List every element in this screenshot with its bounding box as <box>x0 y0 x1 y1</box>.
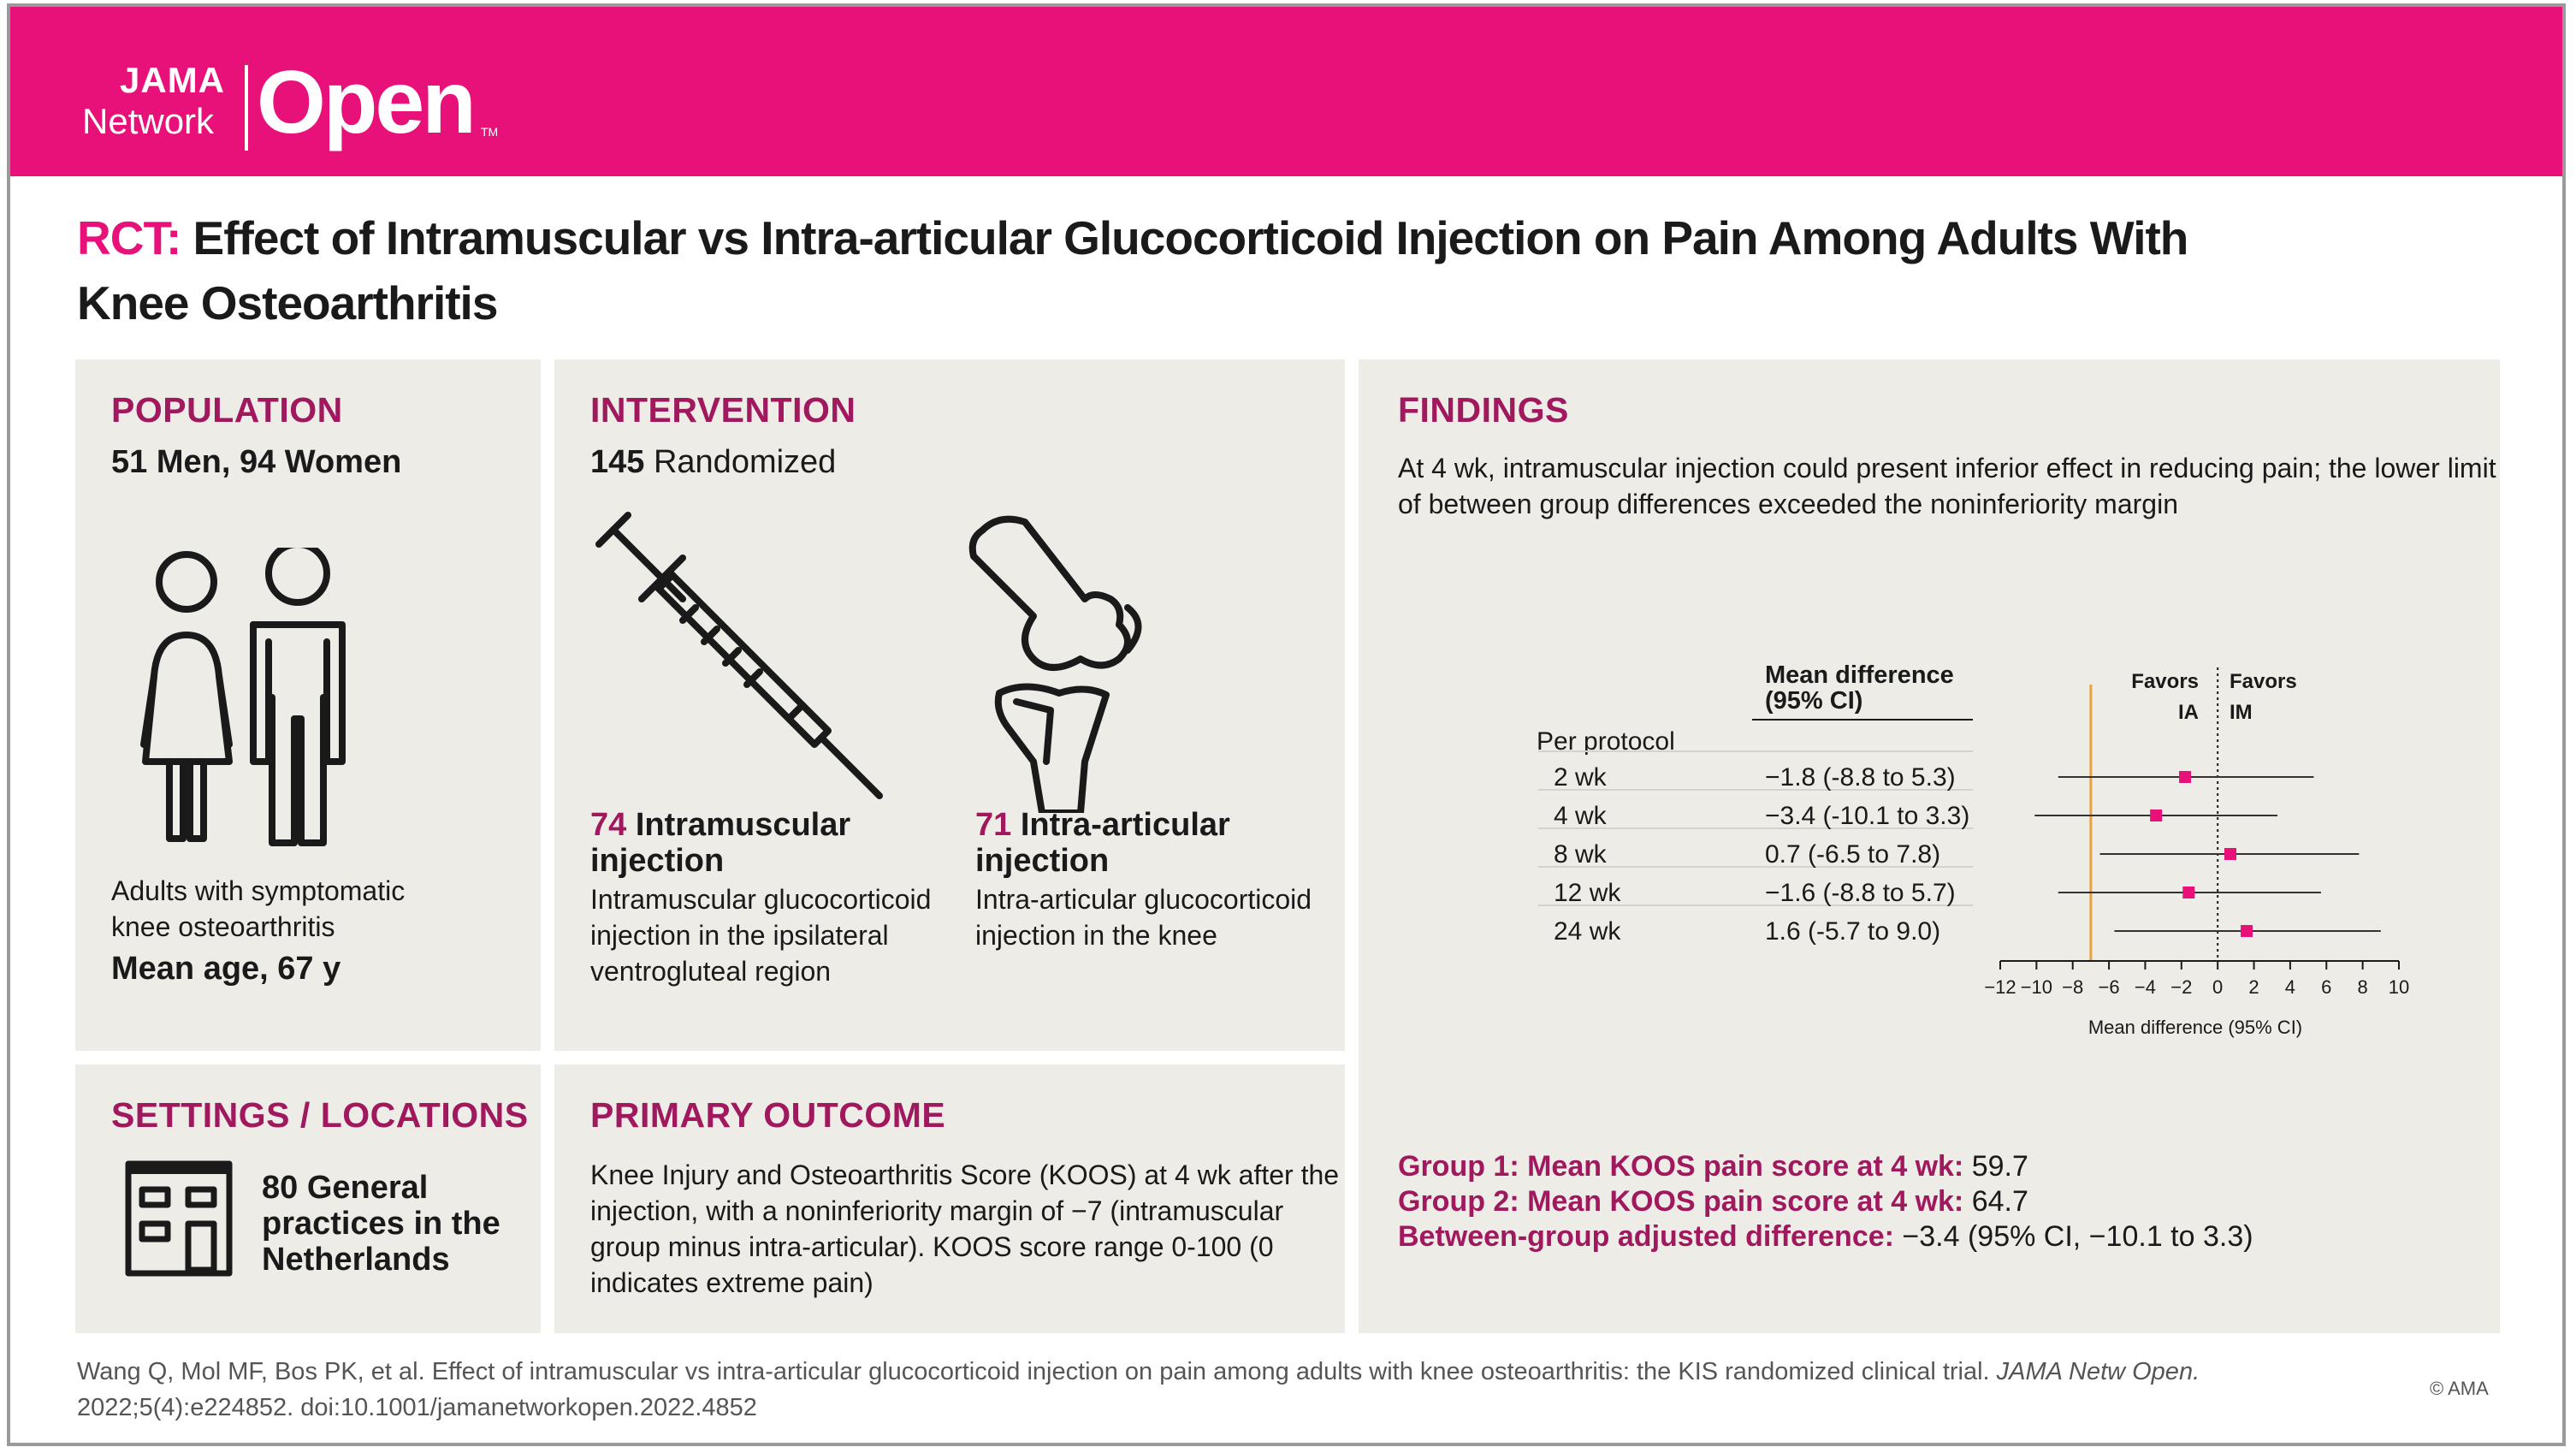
x-tick-label: 2 <box>2248 976 2259 998</box>
randomized-label: Randomized <box>653 444 837 480</box>
row-label: 8 wk <box>1554 840 1607 869</box>
logo-network: Network <box>82 101 215 141</box>
col-header-2: (95% CI) <box>1765 687 1863 715</box>
x-tick-label: 0 <box>2212 976 2224 998</box>
x-tick-label: 10 <box>2388 976 2410 998</box>
syringe-icon <box>589 505 897 813</box>
population-desc-1: Adults with symptomatic <box>111 875 406 906</box>
primary-outcome-line-4: indicates extreme pain) <box>590 1267 873 1298</box>
group1-result-label: Group 1: Mean KOOS pain score at 4 wk: <box>1398 1150 1964 1183</box>
randomized-line <box>590 443 836 481</box>
x-tick-label: −6 <box>2098 976 2120 998</box>
randomized-count: 145 <box>590 444 645 480</box>
favors-right-1: Favors <box>2230 670 2297 693</box>
point-estimate <box>2224 848 2236 860</box>
primary-outcome-line-3: group minus intra-articular). KOOS score range 0-100 (0 <box>590 1231 1274 1262</box>
row-label: 12 wk <box>1554 879 1621 907</box>
point-estimate <box>2241 925 2253 937</box>
point-estimate <box>2150 810 2162 821</box>
group1-name: Intramuscular <box>635 807 851 843</box>
copyright: © AMA <box>2430 1378 2489 1399</box>
knee-icon <box>965 505 1153 813</box>
settings-panel <box>75 1065 541 1333</box>
citation-details: 2022;5(4):e224852. doi:10.1001/jamanetworkopen.2022.4852 <box>77 1394 757 1421</box>
intervention-panel <box>554 359 1345 1051</box>
favors-left-2: IA <box>2178 701 2199 724</box>
favors-left-1: Favors <box>2131 670 2199 693</box>
point-estimate <box>2179 771 2191 783</box>
primary-outcome-line-1: Knee Injury and Osteoarthritis Score (KOOS) at 4 wk after the <box>590 1159 1340 1190</box>
settings-heading: SETTINGS / LOCATIONS <box>111 1095 529 1135</box>
primary-outcome-panel <box>554 1065 1345 1333</box>
group2-result-label: Group 2: Mean KOOS pain score at 4 wk: <box>1398 1185 1964 1218</box>
title-prefix: RCT: <box>77 211 181 264</box>
group2-name-2: injection <box>975 843 1110 879</box>
row-estimate: −1.8 (-8.8 to 5.3) <box>1765 763 1956 792</box>
point-estimate <box>2182 887 2194 898</box>
findings-heading: FINDINGS <box>1398 390 1569 430</box>
citation-text: Wang Q, Mol MF, Bos PK, et al. Effect of intramuscular vs intra-articular glucocorticoid injection on pain among adults with knee osteoarthritis: the KIS randomized clinical trial. <box>77 1358 1990 1385</box>
row-estimate: 0.7 (-6.5 to 7.8) <box>1765 840 1941 869</box>
citation-journal: JAMA Netw Open. <box>1996 1358 2200 1385</box>
logo-jama: JAMA <box>120 60 226 100</box>
group1-result <box>1398 1148 2028 1184</box>
group2-name: Intra-articular <box>1020 807 1230 843</box>
title-text: Effect of Intramuscular vs Intra-articular Glucocorticoid Injection on Pain Among Adults With Knee Osteoarthritis <box>77 211 2188 329</box>
population-panel <box>75 359 541 1051</box>
logo-open: Open <box>257 53 474 152</box>
diff-result-label: Between-group adjusted difference: <box>1398 1220 1894 1253</box>
group1-count: 74 <box>590 807 627 843</box>
findings-text-2: of between group differences exceeded the noninferiority margin <box>1398 489 2178 519</box>
diff-result <box>1398 1219 2253 1254</box>
group2-count: 71 <box>975 807 1012 843</box>
x-axis-label: Mean difference (95% CI) <box>2087 1017 2303 1038</box>
x-tick-label: −2 <box>2170 976 2193 998</box>
row-label: 24 wk <box>1554 917 1621 946</box>
population-desc-2: knee osteoarthritis <box>111 911 335 942</box>
x-tick-label: 8 <box>2357 976 2368 998</box>
logo-divider <box>245 65 248 151</box>
group1-name-2: injection <box>590 843 725 879</box>
citation <box>77 1354 2284 1426</box>
group-label: Per protocol <box>1537 727 1675 756</box>
group1-title <box>590 806 850 844</box>
population-summary: 51 Men, 94 Women <box>111 444 402 480</box>
header-bar <box>10 7 2562 176</box>
population-mean-age: Mean age, 67 y <box>111 951 341 987</box>
x-tick-label: −12 <box>1984 976 2016 998</box>
intervention-heading: INTERVENTION <box>590 390 856 430</box>
x-tick-label: 4 <box>2284 976 2296 998</box>
settings-line-2: practices in the <box>262 1206 500 1242</box>
settings-line-1: 80 General <box>262 1170 429 1206</box>
row-estimate: 1.6 (-5.7 to 9.0) <box>1765 917 1941 946</box>
x-tick-label: −4 <box>2134 976 2157 998</box>
findings-text-1: At 4 wk, intramuscular injection could present inferior effect in reducing pain; the lower limit <box>1398 453 2496 483</box>
x-tick-label: 6 <box>2321 976 2332 998</box>
settings-line-3: Netherlands <box>262 1242 450 1278</box>
primary-outcome-heading: PRIMARY OUTCOME <box>590 1095 946 1135</box>
group2-desc-2: injection in the knee <box>975 920 1217 951</box>
x-tick-label: −8 <box>2062 976 2084 998</box>
group2-result-value: 64.7 <box>1971 1185 2028 1218</box>
row-label: 4 wk <box>1554 802 1607 830</box>
population-heading: POPULATION <box>111 390 343 430</box>
primary-outcome-line-2: injection, with a noninferiority margin of −7 (intramuscular <box>590 1195 1284 1226</box>
group1-desc-2: injection in the ipsilateral <box>590 920 889 951</box>
x-tick-label: −10 <box>2020 976 2053 998</box>
row-estimate: −3.4 (-10.1 to 3.3) <box>1765 802 1970 830</box>
group1-desc-1: Intramuscular glucocorticoid <box>590 884 932 915</box>
logo-trademark: TM <box>481 125 499 139</box>
row-estimate: −1.6 (-8.8 to 5.7) <box>1765 879 1956 907</box>
page-title <box>77 205 2301 335</box>
group1-result-value: 59.7 <box>1971 1150 2028 1183</box>
group2-title <box>975 806 1230 844</box>
group1-desc-3: ventrogluteal region <box>590 956 832 987</box>
forest-plot <box>1359 359 2500 1061</box>
group2-desc-1: Intra-articular glucocorticoid <box>975 884 1312 915</box>
row-label: 2 wk <box>1554 763 1607 792</box>
diff-result-value: −3.4 (95% CI, −10.1 to 3.3) <box>1902 1220 2253 1253</box>
building-icon <box>123 1159 234 1278</box>
findings-panel <box>1359 359 2500 1333</box>
col-header-1: Mean difference <box>1765 661 1954 689</box>
favors-right-2: IM <box>2230 701 2253 724</box>
group2-result <box>1398 1183 2028 1219</box>
people-icon <box>101 548 426 873</box>
